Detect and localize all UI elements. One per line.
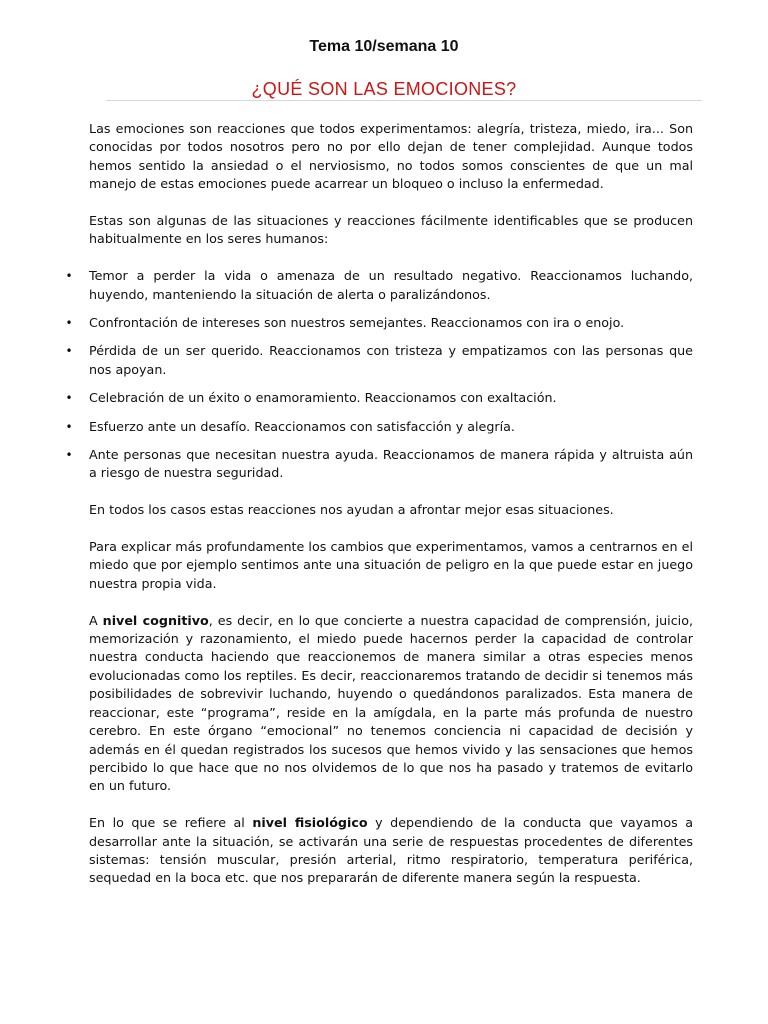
- list-item: [65, 314, 693, 332]
- physiological-prefix: En lo que se refiere al: [89, 815, 253, 831]
- title-divider: [106, 100, 702, 101]
- physiological-text: y dependiendo de la conducta que vayamos a desarrollar ante la situación, se activarán una serie de respuestas procedentes de diferentes sistemas: tensión muscular, presión arterial, ritmo respiratorio, temperatura periférica, sequedad en la boca etc. que nos prepararán de diferente manera según la respuesta.: [89, 815, 693, 886]
- list-item-text: Pérdida de un ser querido. Reaccionamos con tristeza y empatizamos con las personas que nos apoyan.: [89, 343, 693, 377]
- intro-paragraph-1: Las emociones son reacciones que todos experimentamos: alegría, tristeza, miedo, ira... Son conocidas por todos nosotros pero no por ello dejan de tener complejidad. Aunque todos hemos sentido la ansiedad o el nerviosismo, no todos somos conscientes de que un mal manejo de estas emociones puede acarrear un bloqueo o incluso la enfermedad.: [89, 121, 693, 192]
- list-item: [65, 389, 693, 407]
- list-item-text: Esfuerzo ante un desafío. Reaccionamos con satisfacción y alegría.: [89, 418, 515, 434]
- cognitive-prefix: A: [89, 612, 103, 628]
- bullet-icon: •: [65, 316, 73, 331]
- list-item: [65, 418, 693, 436]
- intro-paragraph-2: Estas son algunas de las situaciones y reacciones fácilmente identificables que se producen habitualmente en los seres humanos:: [89, 213, 693, 247]
- fear-paragraph: Para explicar más profundamente los cambios que experimentamos, vamos a centrarnos en el miedo que por ejemplo sentimos ante una situación de peligro en la que puede estar en juego nuestra propia vida.: [89, 539, 693, 591]
- document-title: ¿QUÉ SON LAS EMOCIONES?: [251, 79, 517, 99]
- bullet-icon: •: [65, 269, 73, 284]
- document-subtitle: Tema 10/semana 10: [309, 38, 459, 55]
- list-item: [65, 342, 693, 379]
- bullet-icon: •: [65, 391, 73, 406]
- list-item-text: Confrontación de intereses son nuestros semejantes. Reaccionamos con ira o enojo.: [89, 315, 625, 331]
- physiological-paragraph: [89, 814, 693, 888]
- list-item-text: Temor a perder la vida o amenaza de un resultado negativo. Reaccionamos luchando, huyendo, manteniendo la situación de alerta o paralizándonos.: [89, 268, 693, 302]
- situations-list: [65, 267, 693, 483]
- cognitive-text: , es decir, en lo que concierte a nuestra capacidad de comprensión, juicio, memorización y razonamiento, el miedo puede hacernos perder la capacidad de controlar nuestra conducta haciendo que reaccionemos de manera similar a otras especies menos evolucionadas como los reptiles. Es decir, reaccionaremos tratando de decidir si tenemos más posibilidades de sobrevivir luchando, huyendo o quedándonos paralizados. Esta manera de reaccionar, este “programa”, reside en la amígdala, en la parte más profunda de nuestro cerebro. En este órgano “emocional” no tenemos conciencia ni capacidad de decisión y además en él quedan registrados los sucesos que hemos vivido y las sensaciones que hemos percibido lo que hace que no nos olvidemos de lo que nos ha pasado y tratemos de evitarlo en un futuro.: [89, 612, 694, 794]
- cognitive-paragraph: [89, 612, 693, 796]
- list-item-text: Ante personas que necesitan nuestra ayuda. Reaccionamos de manera rápida y altruista aún a riesgo de nuestra seguridad.: [89, 447, 693, 481]
- list-item: [65, 267, 693, 304]
- bullet-icon: •: [65, 419, 73, 434]
- bullet-icon: •: [65, 344, 73, 359]
- summary-paragraph: En todos los casos estas reacciones nos ayudan a afrontar mejor esas situaciones.: [89, 502, 614, 518]
- document-body: [65, 120, 694, 888]
- list-item-text: Celebración de un éxito o enamoramiento. Reaccionamos con exaltación.: [89, 390, 557, 406]
- list-item: [65, 446, 693, 483]
- physiological-term: nivel fisiológico: [252, 815, 368, 831]
- cognitive-term: nivel cognitivo: [102, 612, 209, 628]
- bullet-icon: •: [65, 448, 73, 463]
